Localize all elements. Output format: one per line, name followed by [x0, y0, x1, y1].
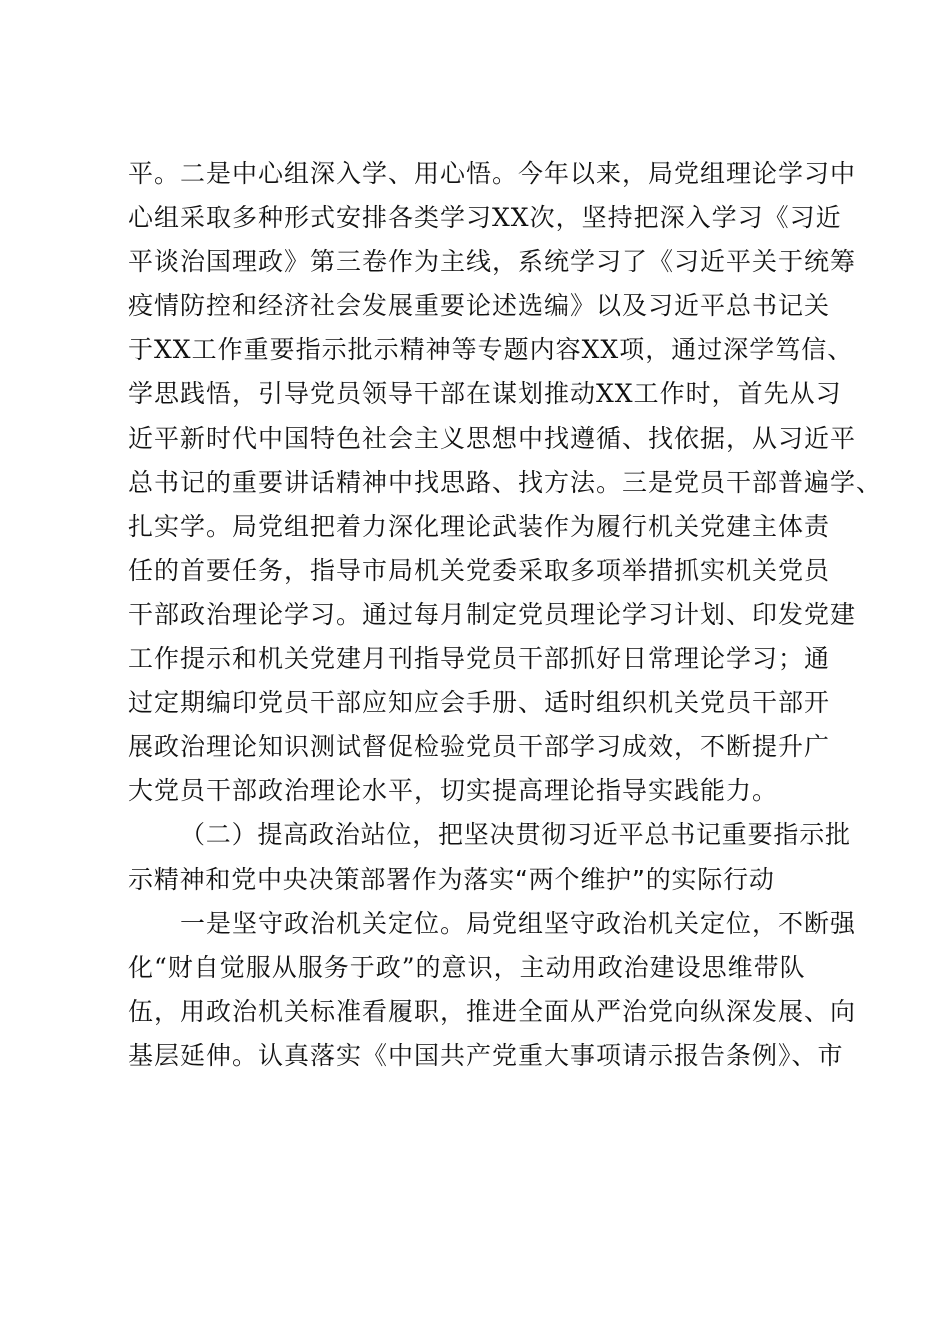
paragraph-line: 平。二是中心组深入学、用心悟。今年以来，局党组理论学习中	[128, 159, 857, 188]
paragraph-line: 心组采取多种形式安排各类学习XX次，坚持把深入学习《习近	[128, 203, 842, 233]
document-body	[128, 152, 883, 1078]
paragraph-line: 工作提示和机关党建月刊指导党员干部抓好日常理论学习；通	[128, 644, 831, 674]
heading-line: （二）提高政治站位，把坚决贯彻习近平总书记重要指示批	[180, 820, 851, 850]
paragraph-line: 任的首要任务，指导市局机关党委采取多项举措抓实机关党员	[128, 555, 831, 585]
paragraph-line: 疫情防控和经济社会发展重要论述选编》以及习近平总书记关	[128, 291, 831, 321]
paragraph-line: 基层延伸。认真落实《中国共产党重大事项请示报告条例》、市	[128, 1040, 844, 1070]
paragraph-line: 干部政治理论学习。通过每月制定党员理论学习计划、印发党建	[128, 599, 857, 629]
paragraph-line: 于XX工作重要指示批示精神等专题内容XX项，通过深学笃信、	[128, 335, 854, 365]
paragraph-line: 化“财自觉服从服务于政”的意识，主动用政治建设思维带队	[128, 952, 806, 982]
paragraph-study-continued	[128, 152, 883, 813]
paragraph-line: 扎实学。局党组把着力深化理论武装作为履行机关党建主体责	[128, 511, 831, 541]
paragraph-line: 总书记的重要讲话精神中找思路、找方法。三是党员干部普遍学、	[128, 467, 883, 497]
heading-line: 示精神和党中央决策部署作为落实“两个维护”的实际行动	[128, 864, 775, 894]
paragraph-line: 一是坚守政治机关定位。局党组坚守政治机关定位，不断强	[180, 908, 857, 938]
paragraph-line: 大党员干部政治理论水平，切实提高理论指导实践能力。	[128, 776, 779, 806]
paragraph-line: 学思践悟，引导党员领导干部在谋划推动XX工作时，首先从习	[128, 379, 842, 409]
paragraph-line: 展政治理论知识测试督促检验党员干部学习成效，不断提升广	[128, 732, 831, 762]
section-heading	[128, 813, 851, 901]
paragraph-line: 平谈治国理政》第三卷作为主线，系统学习了《习近平关于统筹	[128, 247, 857, 277]
paragraph-line: 伍，用政治机关标准看履职，推进全面从严治党向纵深发展、向	[128, 996, 857, 1026]
paragraph-line: 过定期编印党员干部应知应会手册、适时组织机关党员干部开	[128, 688, 831, 718]
paragraph-political-position	[128, 902, 857, 1078]
paragraph-line: 近平新时代中国特色社会主义思想中找遵循、找依据，从习近平	[128, 423, 857, 453]
